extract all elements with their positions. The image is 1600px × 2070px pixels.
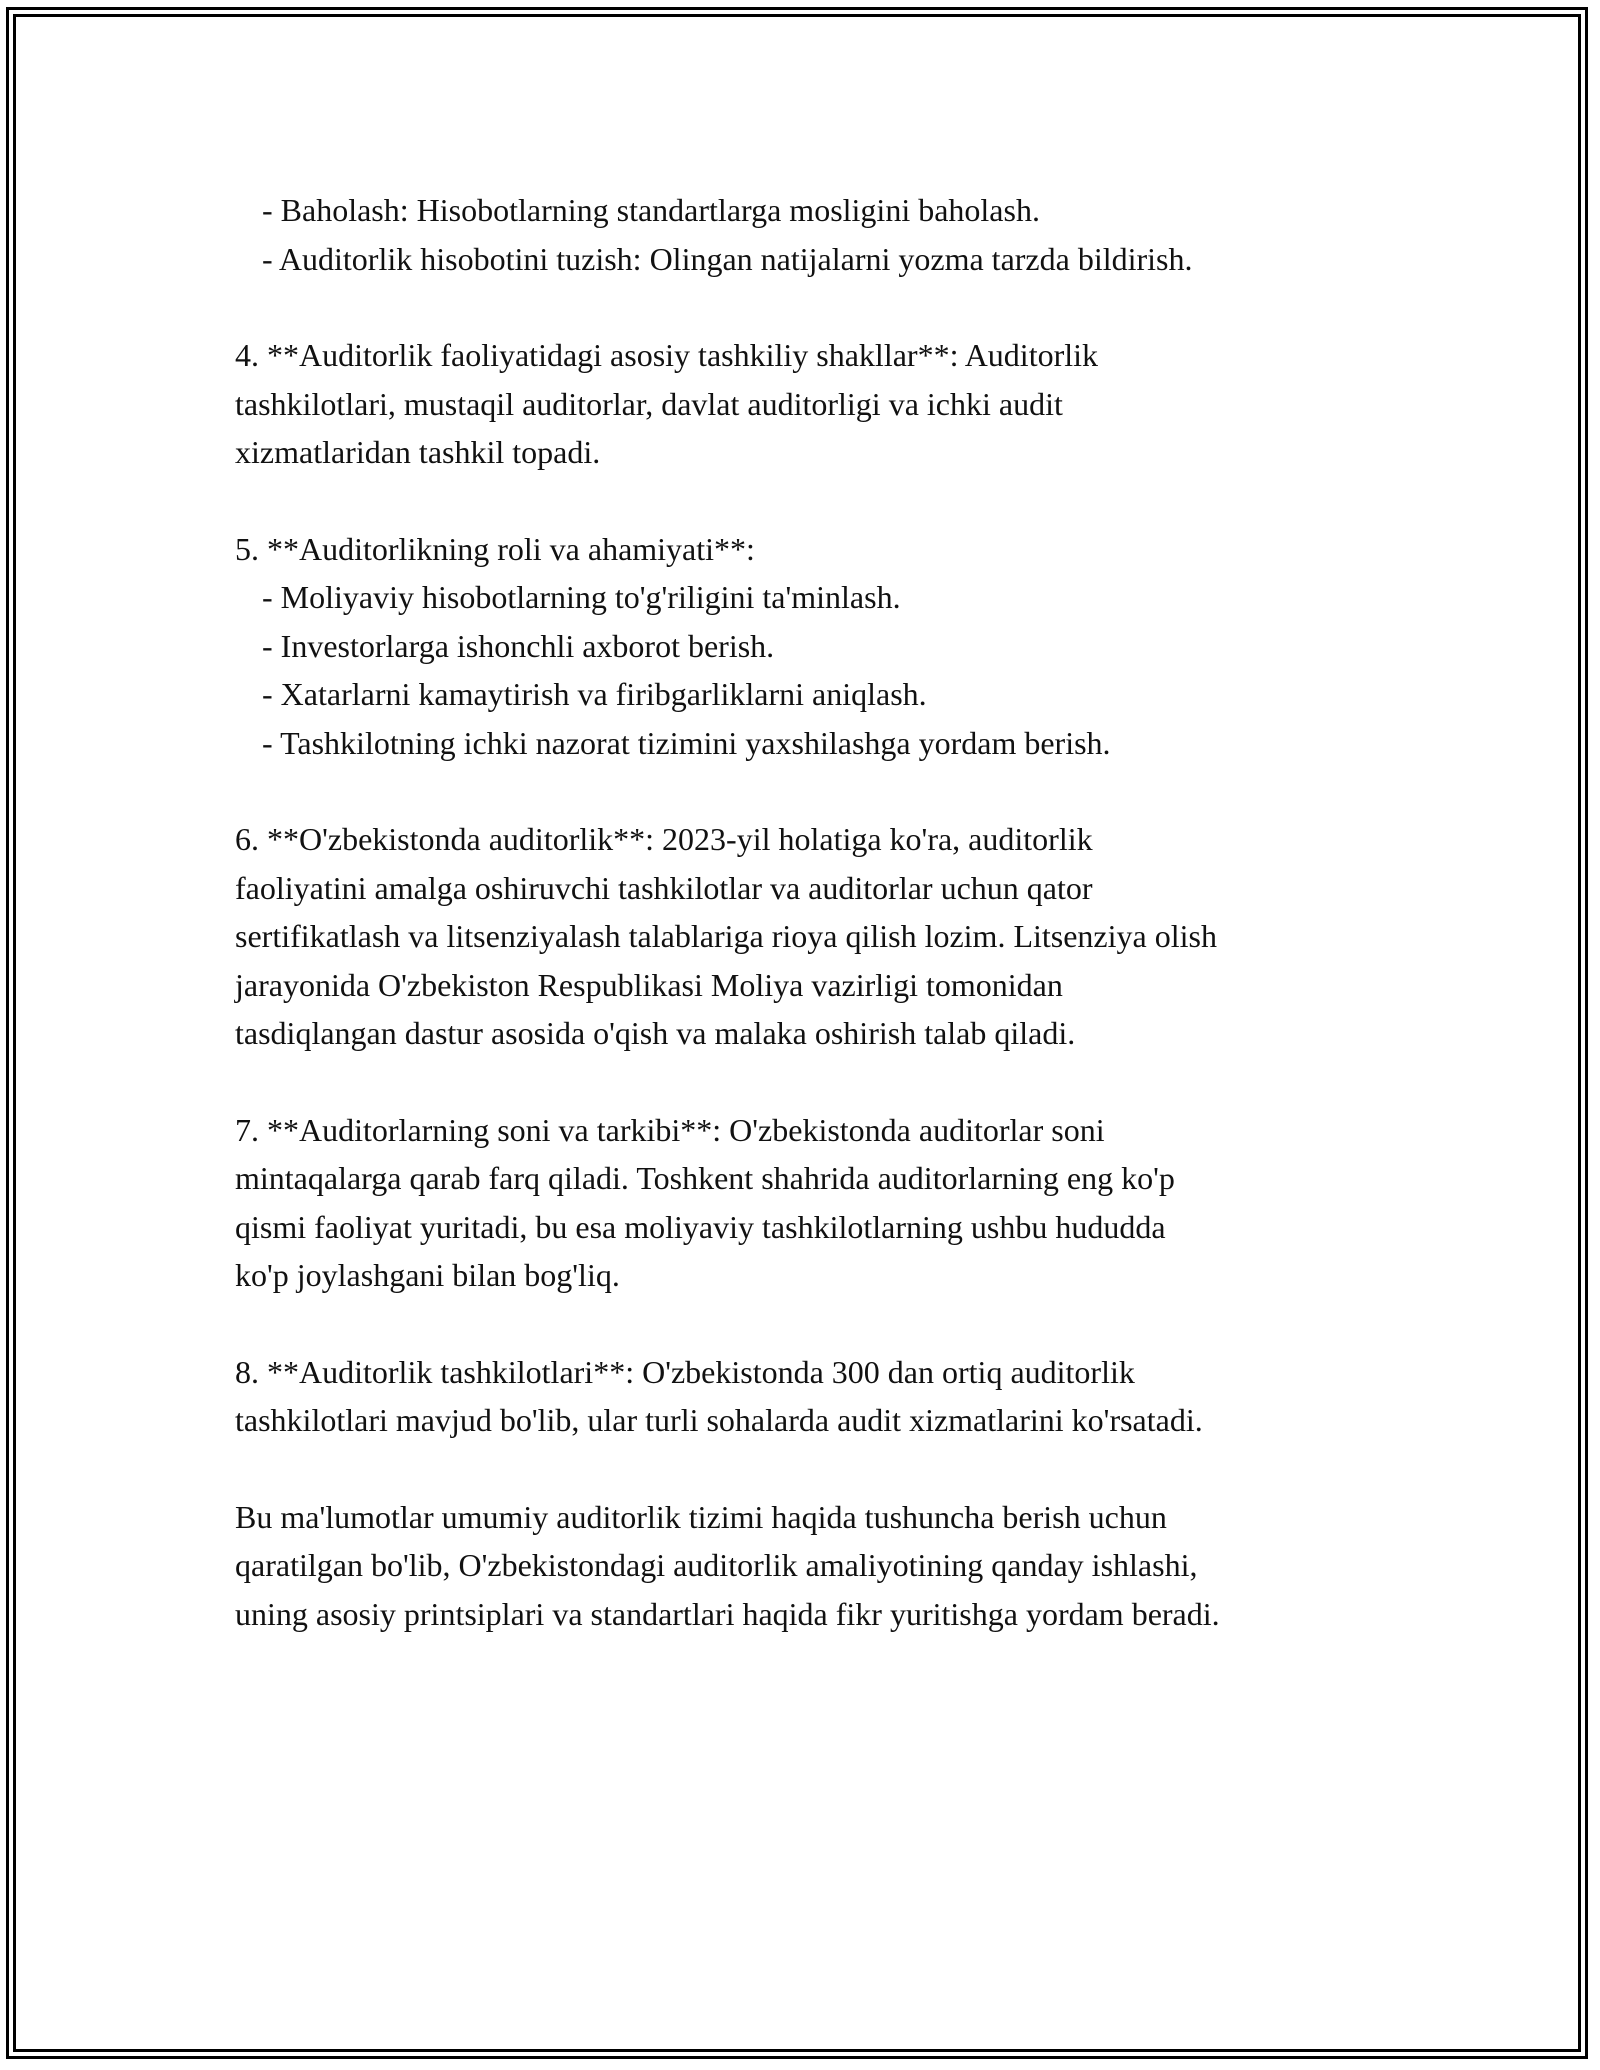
paragraph-line: tasdiqlangan dastur asosida o'qish va malaka oshirish talab qiladi.	[235, 1015, 1076, 1051]
section-4-tashkiliy-shakllar	[235, 331, 1415, 477]
paragraph-line: uning asosiy printsiplari va standartlari haqida fikr yuritishga yordam beradi.	[235, 1595, 1220, 1632]
paragraph-line: 7. **Auditorlarning soni va tarkibi**: O'zbekistonda auditorlar soni	[235, 1111, 1105, 1148]
list-item: - Moliyaviy hisobotlarning to'g'riligini ta'minlash.	[262, 579, 901, 615]
document-body	[235, 186, 1415, 1686]
list-item-hisobot-tuzish: - Auditorlik hisobotini tuzish: Olingan natijalarni yozma tarzda bildirish.	[262, 240, 1193, 277]
step-list-continuation	[235, 186, 1415, 283]
paragraph-line: tashkilotlari, mustaqil auditorlar, davlat auditorligi va ichki audit	[235, 385, 1063, 422]
section-6-ozbekistonda-auditorlik	[235, 815, 1415, 1058]
paragraph-line: faoliyatini amalga oshiruvchi tashkilotlar va auditorlar uchun qator	[235, 869, 1093, 906]
paragraph-line: qismi faoliyat yuritadi, bu esa moliyaviy tashkilotlarning ushbu hududda	[235, 1208, 1166, 1245]
section-7-auditorlar-soni	[235, 1106, 1415, 1300]
section-5-roli-va-ahamiyati	[235, 525, 1415, 768]
paragraph-line: 6. **O'zbekistonda auditorlik**: 2023-yil holatiga ko'ra, auditorlik	[235, 821, 1093, 857]
paragraph-line: sertifikatlash va litsenziyalash talablariga rioya qilish lozim. Litsenziya olish	[235, 918, 1217, 954]
paragraph-line: ko'p joylashgani bilan bog'liq.	[235, 1257, 620, 1293]
list-item: - Tashkilotning ichki nazorat tizimini yaxshilashga yordam berish.	[262, 724, 1111, 761]
paragraph-line: qaratilgan bo'lib, O'zbekistondagi auditorlik amaliyotining qanday ishlashi,	[235, 1547, 1198, 1583]
list-item: - Investorlarga ishonchli axborot berish.	[262, 627, 775, 664]
section-8-auditorlik-tashkilotlari	[235, 1348, 1415, 1445]
paragraph-line: tashkilotlari mavjud bo'lib, ular turli sohalarda audit xizmatlarini ko'rsatadi.	[235, 1402, 1203, 1438]
list-item: - Xatarlarni kamaytirish va firibgarliklarni aniqlash.	[262, 676, 927, 712]
paragraph-line: 4. **Auditorlik faoliyatidagi asosiy tashkiliy shakllar**: Auditorlik	[235, 337, 1099, 373]
paragraph-line: mintaqalarga qarab farq qiladi. Toshkent shahrida auditorlarning eng ko'p	[235, 1160, 1175, 1196]
list-item-baholash: - Baholash: Hisobotlarning standartlarga mosligini baholash.	[262, 192, 1040, 228]
paragraph-line: jarayonida O'zbekiston Respublikasi Moliya vazirligi tomonidan	[235, 966, 1063, 1003]
section-heading: 5. **Auditorlikning roli va ahamiyati**:	[235, 530, 755, 567]
paragraph-line: Bu ma'lumotlar umumiy auditorlik tizimi haqida tushuncha berish uchun	[235, 1498, 1167, 1535]
paragraph-line: xizmatlaridan tashkil topadi.	[235, 434, 601, 470]
paragraph-line: 8. **Auditorlik tashkilotlari**: O'zbekistonda 300 dan ortiq auditorlik	[235, 1353, 1135, 1390]
conclusion-paragraph	[235, 1493, 1415, 1639]
